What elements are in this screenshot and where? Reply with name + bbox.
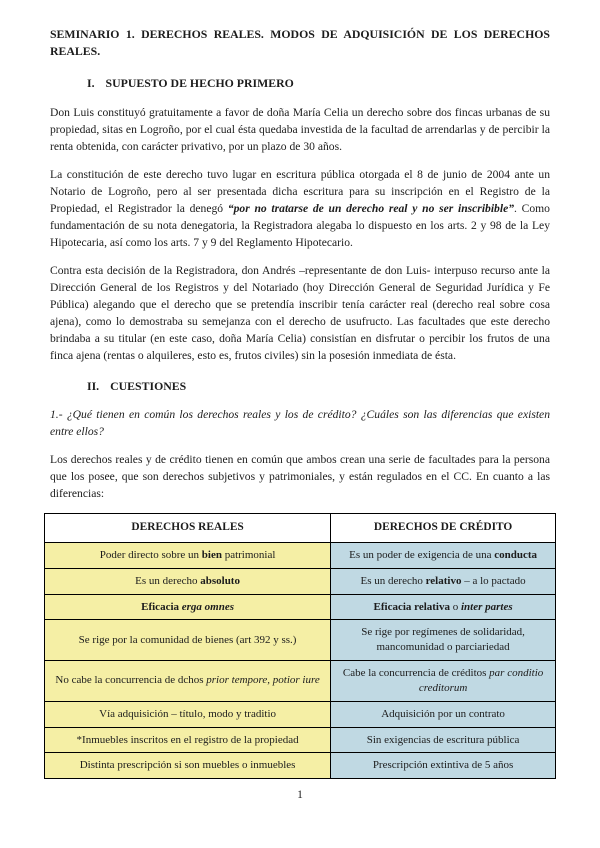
- text-segment: Es un derecho: [135, 574, 201, 587]
- table-cell-right: [331, 661, 556, 702]
- paragraph-1: Don Luis constituyó gratuitamente a favor de doña María Celia un derecho sobre dos fincas urbanas de su propiedad, sitas en Logroño, por el cual ésta quedaba investida de la facultad de arrendarlas y de percibir la renta obtenida, con carácter privativo, por un plazo de 30 años.: [50, 105, 550, 153]
- text-segment: conducta: [494, 548, 538, 561]
- text-segment: par conditio creditorum: [418, 667, 544, 694]
- table-row: [45, 594, 556, 620]
- table-cell-right: [331, 542, 556, 568]
- text-segment: Es un derecho: [360, 574, 426, 587]
- section-number: II.: [87, 378, 100, 393]
- text-segment: Se rige por regímenes de solidaridad, mancomunidad o parciariedad: [361, 626, 525, 654]
- text-segment: – a lo pactado: [461, 574, 526, 587]
- table-cell-left: [45, 568, 331, 594]
- text-segment: erga omnes: [181, 600, 235, 613]
- section-heading-label: SUPUESTO DE HECHO PRIMERO: [105, 76, 294, 91]
- text-segment: Distinta prescripción si son muebles o inmuebles: [79, 759, 296, 772]
- table-cell-left: [45, 661, 331, 702]
- section-heading-label: CUESTIONES: [110, 378, 187, 393]
- table-cell-right: [331, 620, 556, 661]
- text-segment: Eficacia: [141, 600, 182, 613]
- text-segment: absoluto: [200, 574, 240, 587]
- text-segment: No cabe la concurrencia de dchos: [55, 674, 207, 687]
- table-row: [45, 701, 556, 727]
- table-cell-left: [45, 594, 331, 620]
- text-segment: relativo: [425, 574, 462, 587]
- table-cell-right: [331, 701, 556, 727]
- text-segment: prior tempore, potior iure: [206, 674, 320, 687]
- table-cell-left: [45, 753, 331, 779]
- text-segment: Vía adquisición – título, modo y traditio: [99, 707, 277, 720]
- quoted-text: “por no tratarse de un derecho real y no ser inscribible”: [227, 201, 515, 215]
- text-segment: Adquisición por un contrato: [381, 707, 505, 720]
- comparison-table: [44, 513, 556, 779]
- section-number: I.: [87, 76, 95, 91]
- text-segment: La constitución de este derecho tuvo lugar en escritura pública otorgada el 8 de junio de 2004 ante un Notario de Logroño, pero al ser presentada dicha escritura para su inscripción en el Registro de la Propiedad, el Registrador la denegó: [50, 167, 550, 215]
- text-segment: Cabe la concurrencia de créditos: [342, 667, 490, 680]
- paragraph-intro-table: Los derechos reales y de crédito tienen en común que ambos crean una serie de facultades para la persona que los posee, que son derechos subjetivos y patrimoniales, y están regulados en el CC. En cuanto a las diferencias:: [50, 453, 550, 501]
- table-cell-left: [45, 701, 331, 727]
- text-segment: inter partes: [460, 600, 513, 613]
- table-header-row: [45, 514, 556, 542]
- table-header-derechos-credito: DERECHOS DE CRÉDITO: [331, 514, 556, 542]
- section-heading-1: [87, 75, 550, 92]
- table-cell-left: [45, 542, 331, 568]
- text-segment: Prescripción extintiva de 5 años: [372, 759, 514, 772]
- table-header-derechos-reales: DERECHOS REALES: [45, 514, 331, 542]
- table-cell-left: [45, 727, 331, 753]
- text-segment: bien: [201, 548, 222, 561]
- table-row: [45, 661, 556, 702]
- text-segment: patrimonial: [221, 548, 276, 561]
- paragraph-3: Contra esta decisión de la Registradora, don Andrés –representante de don Luis- interpuso recurso ante la Dirección General de los Registros y del Notariado (hoy Dirección General de Seguridad Jurídica y Fe Pública) alegando que el derecho que se pretendía inscribir tenía carácter real (derecho real sobre cosa ajena), como lo demostraba su semejanza con el derecho de usufructo. Las facultades que este derecho brindaba a su titular (en este caso, doña María Celia) consistían en disfrutar o percibir los frutos de una finca ajena (rentas o alquileres, esto es, frutos civiles) sin la posesión inmediata de ésta.: [50, 263, 550, 362]
- section-heading-2: [87, 378, 550, 395]
- text-segment: Se rige por la comunidad de bienes (art 392 y ss.): [78, 633, 297, 646]
- text-segment: Sin exigencias de escritura pública: [366, 733, 520, 746]
- text-segment: Poder directo sobre un: [99, 548, 202, 561]
- table-row: [45, 727, 556, 753]
- page-number: 1: [297, 789, 303, 802]
- table-row: [45, 568, 556, 594]
- text-segment: *Inmuebles inscritos en el registro de la propiedad: [76, 733, 299, 746]
- text-segment: Es un poder de exigencia de una: [349, 548, 495, 561]
- document-title: SEMINARIO 1. DERECHOS REALES. MODOS DE ADQUISICIÓN DE LOS DERECHOS REALES.: [50, 27, 550, 59]
- table-row: [45, 542, 556, 568]
- table-row: [45, 620, 556, 661]
- table-cell-right: [331, 727, 556, 753]
- table-cell-right: [331, 753, 556, 779]
- table-cell-left: [45, 620, 331, 661]
- text-segment: o: [449, 600, 461, 613]
- table-cell-right: [331, 594, 556, 620]
- paragraph-2: [50, 166, 550, 251]
- question-1: 1.- ¿Qué tienen en común los derechos reales y los de crédito? ¿Cuáles son las diferencias que existen entre ellos?: [50, 408, 550, 439]
- table-cell-right: [331, 568, 556, 594]
- text-segment: Eficacia relativa: [373, 600, 450, 613]
- table-row: [45, 753, 556, 779]
- text-segment: . Como fundamentación de su nota denegatoria, la Registradora alegaba lo dispuesto en los arts. 2 y 98 de la Ley Hipotecaria, así como los arts. 7 y 9 del Reglamento Hipotecario.: [50, 201, 550, 249]
